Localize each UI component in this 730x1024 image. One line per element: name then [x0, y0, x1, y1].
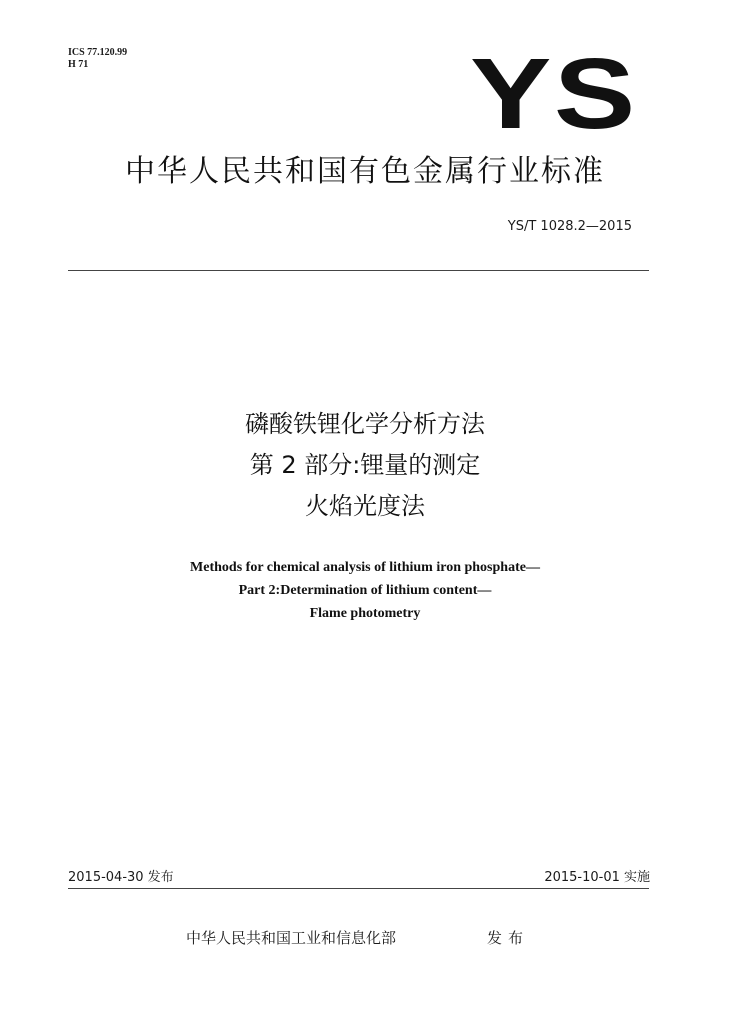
publish-date: 2015-04-30 发布 — [68, 870, 174, 885]
bottom-divider — [68, 888, 649, 889]
chinese-title-line-2: 第 2 部分:锂量的测定 — [249, 451, 481, 479]
ics-code: ICS 77.120.99 — [68, 47, 128, 58]
issue-label: 发布 — [487, 929, 530, 947]
english-title — [0, 556, 730, 625]
english-title-line-2: Part 2:Determination of lithium content— — [238, 583, 492, 598]
english-title-line-3: Flame photometry — [309, 606, 421, 621]
top-divider — [68, 270, 649, 271]
issuing-authority: 中华人民共和国工业和信息化部 — [186, 929, 397, 947]
implementation-date: 2015-10-01 实施 — [544, 870, 650, 885]
chinese-title-line-3: 火焰光度法 — [305, 492, 425, 520]
english-title-line-1: Methods for chemical analysis of lithium iron phosphate— — [190, 560, 540, 575]
chinese-title-line-1: 磷酸铁锂化学分析方法 — [245, 410, 485, 438]
organization-title: 中华人民共和国有色金属行业标准 — [125, 154, 605, 189]
ccs-code: H 71 — [68, 59, 89, 70]
standard-number: YS/T 1028.2—2015 — [507, 219, 632, 234]
classification-codes — [68, 47, 127, 71]
ys-logo: YS — [470, 38, 638, 150]
chinese-title — [0, 404, 730, 527]
